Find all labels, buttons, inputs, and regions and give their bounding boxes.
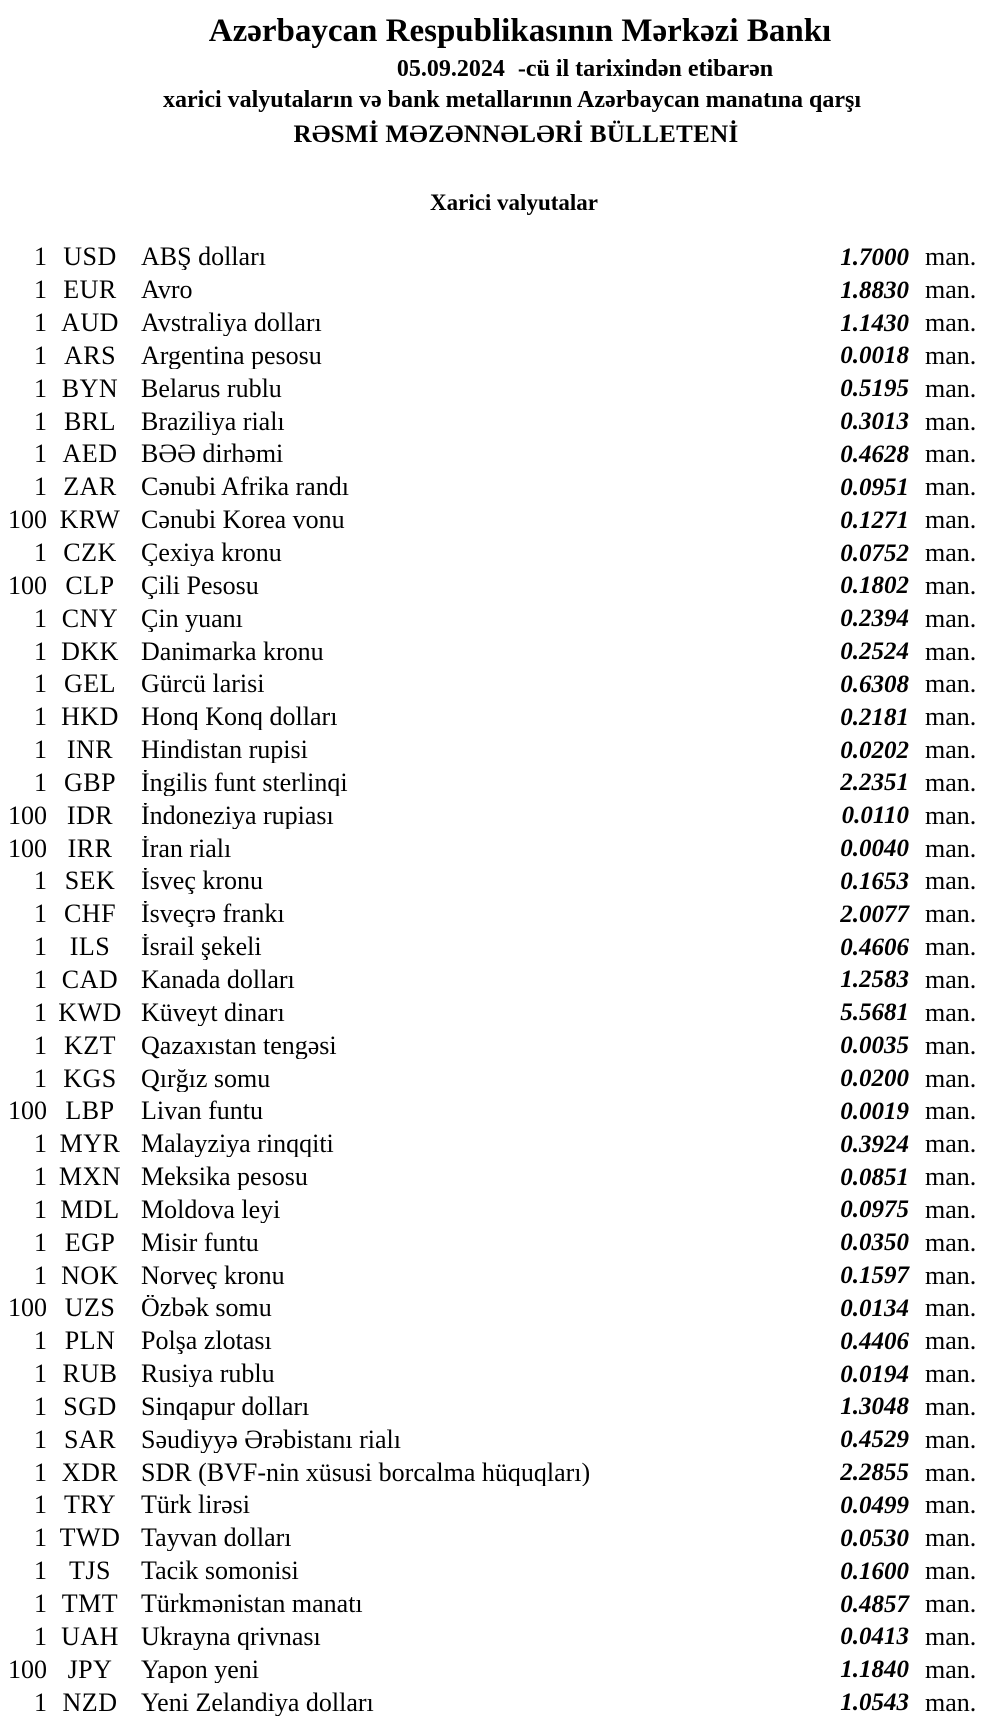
rate-row — [0, 1653, 1000, 1686]
unit-label: man. — [925, 735, 977, 765]
quantity: 1 — [34, 242, 47, 272]
quantity: 1 — [34, 340, 47, 370]
rate-row — [0, 1391, 1000, 1424]
rate-value: 0.6308 — [840, 670, 909, 698]
rate-value: 0.0202 — [840, 736, 909, 764]
currency-name: Çin yuanı — [141, 605, 243, 632]
rate-row — [0, 1259, 1000, 1292]
unit-label: man. — [925, 1227, 977, 1257]
unit-label: man. — [925, 1293, 977, 1323]
quantity: 1 — [34, 406, 47, 436]
currency-code: SAR — [63, 1424, 117, 1454]
unit-label: man. — [925, 1326, 977, 1356]
currency-name: Türkmənistan manatı — [141, 1591, 363, 1618]
rate-row — [0, 898, 1000, 931]
rate-row — [0, 767, 1000, 800]
unit-label: man. — [925, 1063, 977, 1093]
unit-label: man. — [925, 1621, 977, 1651]
currency-code: EGP — [64, 1227, 116, 1257]
currency-code: CNY — [61, 603, 119, 633]
rate-value: 0.4529 — [840, 1426, 909, 1454]
currency-code: INR — [66, 735, 114, 765]
rate-value: 1.7000 — [840, 243, 909, 271]
quantity: 1 — [34, 275, 47, 305]
quantity: 1 — [34, 472, 47, 502]
currency-code: CHF — [63, 899, 117, 929]
rate-value: 0.0110 — [841, 802, 909, 830]
rate-value: 0.4857 — [840, 1590, 909, 1618]
quantity: 1 — [34, 1687, 47, 1717]
currency-code: NOK — [61, 1260, 119, 1290]
unit-label: man. — [925, 866, 977, 896]
rate-value: 1.3048 — [840, 1393, 909, 1421]
currency-code: ZAR — [63, 472, 117, 502]
unit-label: man. — [925, 1457, 977, 1487]
quantity: 1 — [34, 866, 47, 896]
rate-value: 0.4628 — [840, 440, 909, 468]
currency-name: Çili Pesosu — [141, 572, 259, 599]
quantity: 1 — [34, 1194, 47, 1224]
quantity: 1 — [34, 1457, 47, 1487]
unit-label: man. — [925, 439, 977, 469]
currency-name: Meksika pesosu — [141, 1164, 308, 1191]
bulletin-title: RƏSMİ MƏZƏNNƏLƏRİ BÜLLETENİ — [293, 121, 739, 148]
currency-code: HKD — [61, 702, 119, 732]
unit-label: man. — [925, 1030, 977, 1060]
unit-label: man. — [925, 373, 977, 403]
rate-value: 0.2524 — [840, 638, 909, 666]
date-suffix: -cü il tarixindən etibarən — [517, 56, 774, 82]
rate-value: 0.1600 — [840, 1557, 909, 1585]
rate-row — [0, 1062, 1000, 1095]
rate-value: 0.0040 — [840, 835, 909, 863]
unit-label: man. — [925, 636, 977, 666]
rate-value: 0.0951 — [840, 473, 909, 501]
quantity: 1 — [34, 373, 47, 403]
rate-row — [0, 832, 1000, 865]
rate-value: 0.0413 — [840, 1623, 909, 1651]
unit-label: man. — [925, 1359, 977, 1389]
rate-value: 0.1802 — [840, 572, 909, 600]
quantity: 1 — [34, 1326, 47, 1356]
unit-label: man. — [925, 275, 977, 305]
rate-value: 0.0752 — [840, 539, 909, 567]
quantity: 1 — [34, 1589, 47, 1619]
rate-value: 0.0499 — [840, 1491, 909, 1519]
rate-row — [0, 241, 1000, 274]
date-line — [397, 56, 773, 84]
rate-row — [0, 340, 1000, 373]
rate-value: 2.2855 — [840, 1459, 909, 1487]
unit-label: man. — [925, 1654, 977, 1684]
currency-name: Yapon yeni — [141, 1656, 259, 1683]
currency-name: Norveç kronu — [141, 1262, 285, 1289]
currency-code: CLP — [65, 570, 115, 600]
currency-name: Ukrayna qrivnası — [141, 1623, 321, 1650]
currency-code: EUR — [63, 275, 117, 305]
currency-name: Hindistan rupisi — [141, 737, 308, 764]
unit-label: man. — [925, 1490, 977, 1520]
unit-label: man. — [925, 1523, 977, 1553]
unit-label: man. — [925, 899, 977, 929]
currency-code: IRR — [67, 833, 113, 863]
subtitle: xarici valyutaların və bank metallarının Azərbaycan manatına qarşı — [162, 87, 862, 113]
currency-code: BYN — [61, 373, 119, 403]
currency-code: USD — [63, 242, 117, 272]
quantity: 100 — [8, 1293, 47, 1323]
quantity: 1 — [34, 767, 47, 797]
rate-row — [0, 1489, 1000, 1522]
date-value: 05.09.2024 — [396, 56, 505, 82]
quantity: 1 — [34, 964, 47, 994]
rate-value: 0.4406 — [840, 1327, 909, 1355]
rate-row — [0, 668, 1000, 701]
currency-code: TWD — [59, 1523, 121, 1553]
unit-label: man. — [925, 964, 977, 994]
currency-name: İsveç kronu — [141, 868, 264, 895]
currency-name: Argentina pesosu — [141, 342, 322, 369]
currency-code: DKK — [61, 636, 119, 666]
currency-name: Tacik somonisi — [141, 1558, 299, 1585]
rate-row — [0, 865, 1000, 898]
quantity: 1 — [34, 1162, 47, 1192]
currency-name: Malayziya rinqqiti — [141, 1131, 334, 1158]
currency-name: Qırğız somu — [141, 1065, 271, 1092]
quantity: 1 — [34, 636, 47, 666]
currency-name: İran rialı — [141, 835, 232, 862]
unit-label: man. — [925, 800, 977, 830]
currency-name: Avstraliya dolları — [141, 310, 322, 337]
currency-name: Kanada dolları — [141, 966, 295, 993]
quantity: 1 — [34, 603, 47, 633]
currency-code: UZS — [64, 1293, 116, 1323]
rate-value: 5.5681 — [840, 999, 909, 1027]
rate-row — [0, 537, 1000, 570]
rate-value: 0.0194 — [840, 1360, 909, 1388]
currency-name: Qazaxıstan tengəsi — [141, 1032, 337, 1059]
unit-label: man. — [925, 603, 977, 633]
currency-code: LBP — [65, 1096, 115, 1126]
currency-name: İndoneziya rupiası — [141, 802, 334, 829]
currency-code: KWD — [58, 997, 122, 1027]
unit-label: man. — [925, 538, 977, 568]
rate-row — [0, 1620, 1000, 1653]
unit-label: man. — [925, 340, 977, 370]
currency-code: JPY — [67, 1654, 113, 1684]
currency-name: Çexiya kronu — [141, 540, 282, 567]
rates-table — [0, 241, 1000, 1719]
currency-name: Cənubi Korea vonu — [141, 507, 345, 534]
currency-code: SEK — [64, 866, 116, 896]
quantity: 100 — [8, 1654, 47, 1684]
currency-code: SGD — [63, 1391, 117, 1421]
unit-label: man. — [925, 308, 977, 338]
quantity: 1 — [34, 1490, 47, 1520]
quantity: 1 — [34, 1063, 47, 1093]
unit-label: man. — [925, 997, 977, 1027]
unit-label: man. — [925, 505, 977, 535]
rate-row — [0, 602, 1000, 635]
unit-label: man. — [925, 242, 977, 272]
rate-value: 1.1430 — [840, 309, 909, 337]
rate-row — [0, 931, 1000, 964]
rate-value: 0.2394 — [840, 605, 909, 633]
rate-row — [0, 701, 1000, 734]
quantity: 1 — [34, 702, 47, 732]
currency-name: İsrail şekeli — [141, 934, 262, 961]
rate-row — [0, 504, 1000, 537]
unit-label: man. — [925, 1129, 977, 1159]
quantity: 1 — [34, 1424, 47, 1454]
currency-name: Küveyt dinarı — [141, 999, 285, 1026]
rate-value: 2.0077 — [840, 900, 909, 928]
quantity: 1 — [34, 1227, 47, 1257]
quantity: 100 — [8, 570, 47, 600]
currency-code: MXN — [58, 1162, 122, 1192]
unit-label: man. — [925, 1162, 977, 1192]
unit-label: man. — [925, 669, 977, 699]
quantity: 1 — [34, 932, 47, 962]
quantity: 1 — [34, 308, 47, 338]
quantity: 100 — [8, 800, 47, 830]
unit-label: man. — [925, 472, 977, 502]
rate-row — [0, 964, 1000, 997]
currency-name: Səudiyyə Ərəbistanı rialı — [141, 1426, 401, 1453]
quantity: 1 — [34, 1556, 47, 1586]
quantity: 1 — [34, 1391, 47, 1421]
quantity: 100 — [8, 833, 47, 863]
currency-code: BRL — [63, 406, 117, 436]
rate-value: 0.1271 — [840, 506, 909, 534]
quantity: 100 — [8, 1096, 47, 1126]
unit-label: man. — [925, 406, 977, 436]
currency-name: Özbək somu — [141, 1295, 272, 1322]
unit-label: man. — [925, 1556, 977, 1586]
rate-row — [0, 307, 1000, 340]
unit-label: man. — [925, 1260, 977, 1290]
currency-code: CAD — [61, 964, 119, 994]
currency-code: ARS — [63, 340, 117, 370]
rate-row — [0, 438, 1000, 471]
unit-label: man. — [925, 702, 977, 732]
currency-name: Cənubi Afrika randı — [141, 474, 349, 501]
rate-value: 1.0543 — [840, 1689, 909, 1717]
rate-row — [0, 1686, 1000, 1719]
currency-code: PLN — [64, 1326, 116, 1356]
rate-row — [0, 1325, 1000, 1358]
rate-row — [0, 1588, 1000, 1621]
currency-code: KGS — [63, 1063, 117, 1093]
currency-name: SDR (BVF-nin xüsusi borcalma hüquqları) — [141, 1459, 591, 1486]
currency-name: İngilis funt sterlinqi — [141, 769, 348, 796]
currency-code: CZK — [63, 538, 117, 568]
rate-value: 0.0134 — [840, 1294, 909, 1322]
currency-name: Misir funtu — [141, 1229, 259, 1256]
currency-name: Avro — [141, 277, 193, 304]
rate-row — [0, 569, 1000, 602]
rate-value: 0.0019 — [840, 1097, 909, 1125]
currency-name: ABŞ dolları — [141, 244, 266, 271]
rate-row — [0, 1423, 1000, 1456]
page-title: Azərbaycan Respublikasının Mərkəzi Bankı — [208, 13, 832, 49]
rate-row — [0, 1358, 1000, 1391]
currency-code: TMT — [61, 1589, 119, 1619]
rate-row — [0, 635, 1000, 668]
rate-row — [0, 1456, 1000, 1489]
rate-value: 0.2181 — [840, 703, 909, 731]
quantity: 1 — [34, 1359, 47, 1389]
quantity: 1 — [34, 1621, 47, 1651]
currency-code: TRY — [63, 1490, 117, 1520]
currency-code: NZD — [62, 1687, 118, 1717]
rate-row — [0, 405, 1000, 438]
currency-name: BƏƏ dirhəmi — [141, 441, 284, 468]
currency-code: ILS — [69, 932, 111, 962]
rate-value: 0.4606 — [840, 933, 909, 961]
rate-row — [0, 372, 1000, 405]
rate-row — [0, 1029, 1000, 1062]
rate-row — [0, 1226, 1000, 1259]
currency-name: Braziliya rialı — [141, 408, 285, 435]
quantity: 1 — [34, 669, 47, 699]
currency-code: RUB — [62, 1359, 118, 1389]
rate-value: 0.0018 — [840, 342, 909, 370]
rate-value: 0.0851 — [840, 1163, 909, 1191]
currency-code: IDR — [66, 800, 114, 830]
unit-label: man. — [925, 1391, 977, 1421]
rate-value: 0.0530 — [840, 1524, 909, 1552]
currency-name: Livan funtu — [141, 1098, 264, 1125]
currency-name: Polşa zlotası — [141, 1328, 272, 1355]
currency-code: MYR — [59, 1129, 121, 1159]
quantity: 1 — [34, 1523, 47, 1553]
currency-name: Danimarka kronu — [141, 638, 324, 665]
unit-label: man. — [925, 833, 977, 863]
rate-value: 1.8830 — [840, 276, 909, 304]
currency-code: AUD — [61, 308, 119, 338]
unit-label: man. — [925, 767, 977, 797]
rate-value: 1.2583 — [840, 966, 909, 994]
rate-row — [0, 1095, 1000, 1128]
rate-value: 0.5195 — [840, 375, 909, 403]
currency-name: Sinqapur dolları — [141, 1393, 310, 1420]
rate-row — [0, 1292, 1000, 1325]
currency-name: Yeni Zelandiya dolları — [141, 1689, 374, 1716]
quantity: 1 — [34, 997, 47, 1027]
quantity: 1 — [34, 1260, 47, 1290]
unit-label: man. — [925, 570, 977, 600]
quantity: 1 — [34, 538, 47, 568]
currency-name: Türk lirəsi — [141, 1492, 251, 1519]
quantity: 1 — [34, 1030, 47, 1060]
currency-code: UAH — [61, 1621, 119, 1651]
rate-row — [0, 996, 1000, 1029]
rate-row — [0, 1555, 1000, 1588]
currency-code: KZT — [63, 1030, 117, 1060]
quantity: 1 — [34, 1129, 47, 1159]
currency-code: GBP — [63, 767, 117, 797]
rate-value: 0.1597 — [840, 1262, 909, 1290]
quantity: 1 — [34, 899, 47, 929]
rate-row — [0, 799, 1000, 832]
rate-row — [0, 1193, 1000, 1226]
quantity: 100 — [8, 505, 47, 535]
rate-value: 0.0975 — [840, 1196, 909, 1224]
unit-label: man. — [925, 1194, 977, 1224]
currency-name: Belarus rublu — [141, 375, 282, 402]
currency-code: KRW — [59, 505, 121, 535]
rate-row — [0, 1161, 1000, 1194]
rate-value: 0.0035 — [840, 1032, 909, 1060]
rate-row — [0, 1522, 1000, 1555]
unit-label: man. — [925, 1687, 977, 1717]
rate-value: 1.1840 — [840, 1656, 909, 1684]
rate-value: 0.0200 — [840, 1065, 909, 1093]
rate-row — [0, 734, 1000, 767]
currency-name: Honq Konq dolları — [141, 704, 338, 731]
rate-value: 0.0350 — [840, 1229, 909, 1257]
currency-code: AED — [62, 439, 118, 469]
currency-name: Moldova leyi — [141, 1196, 281, 1223]
rate-value: 2.2351 — [840, 769, 909, 797]
unit-label: man. — [925, 1589, 977, 1619]
unit-label: man. — [925, 1424, 977, 1454]
rate-row — [0, 274, 1000, 307]
currency-name: Rusiya rublu — [141, 1361, 275, 1388]
rate-value: 0.1653 — [840, 867, 909, 895]
currency-name: Tayvan dolları — [141, 1525, 292, 1552]
currency-code: MDL — [60, 1194, 120, 1224]
rate-row — [0, 1128, 1000, 1161]
unit-label: man. — [925, 932, 977, 962]
currency-code: XDR — [61, 1457, 119, 1487]
quantity: 1 — [34, 439, 47, 469]
currency-name: İsveçrə frankı — [141, 901, 285, 928]
currency-name: Gürcü larisi — [141, 671, 265, 698]
rate-value: 0.3013 — [840, 408, 909, 436]
currency-code: TJS — [69, 1556, 111, 1586]
rate-row — [0, 471, 1000, 504]
currency-code: GEL — [63, 669, 117, 699]
quantity: 1 — [34, 735, 47, 765]
section-title: Xarici valyutalar — [430, 190, 598, 215]
rate-value: 0.3924 — [840, 1130, 909, 1158]
unit-label: man. — [925, 1096, 977, 1126]
